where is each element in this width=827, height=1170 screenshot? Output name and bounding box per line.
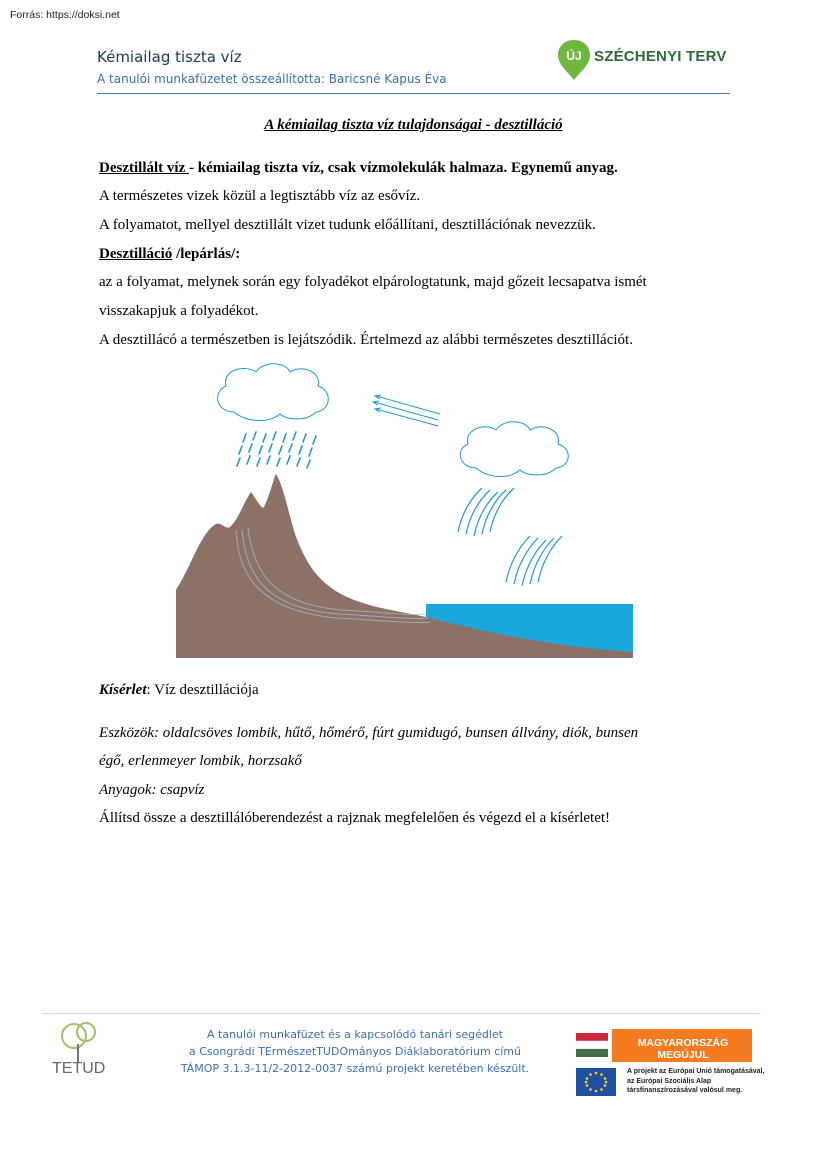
eu-flag-icon [576,1068,616,1096]
definition-text: - kémiailag tiszta víz, csak vízmolekulák halmaza. Egynemű anyag. [188,160,618,176]
evaporation-lower [506,536,562,586]
experiment-name: : Víz desztillációja [146,682,259,698]
footer-text [150,1026,560,1077]
paragraph-line-7: A desztillácó a természetben is lejátszódik. Értelmezd az alábbi természetes desztillációt. [99,332,633,348]
source-label: Forrás: https://doksi.net [10,9,120,21]
tools-line-1: Eszközök: oldalcsöves lombik, hűtő, hőmérő, fúrt gumidugó, bunsen állvány, diók, bunsen [99,725,639,741]
eu-line-3: társfinanszírozásával valósul meg. [627,1087,743,1094]
term-distilled-water: Desztillált víz [99,160,189,176]
eu-line-2: az Európai Szociális Alap [627,1077,712,1085]
paragraph-distillation [99,245,240,263]
footer-line-3: TÁMOP 3.1.3-11/2-2012-0037 számú projekt keretében készült. [180,1062,530,1075]
paragraph-line-5: az a folyamat, melynek során egy folyadékot elpárologtatunk, majd gőzeit lecsapatva ismét [99,274,647,290]
instruction-line: Állítsd össze a desztillálóberendezést a rajznak megfelelően és végezd el a kísérletet! [99,810,611,826]
magyarorszag-megujul-text: MAGYARORSZÁG MEGÚJUL [637,1037,729,1061]
tools-line-2: égő, erlenmeyer lombik, horzsakő [99,753,302,769]
paragraph-line-2: A természetes vizek közül a legtisztább víz az esővíz. [99,188,421,204]
tetudo-logo-text: TETUD [52,1060,106,1076]
evaporation-upper [458,488,514,536]
experiment-title [99,681,259,699]
term-distillation: Desztilláció [99,246,173,262]
header-divider [97,93,730,94]
logo-badge: ÚJ [566,49,582,63]
paragraph-line-3: A folyamatot, mellyel desztillált vizet tudunk előállítani, desztillációnak nevezzük. [99,217,596,233]
logo-text: SZÉCHENYI TERV [594,48,727,65]
experiment-label: Kísérlet [99,682,147,698]
materials-line: Anyagok: csapvíz [99,782,205,798]
eu-support-text [627,1067,767,1096]
header-subtitle: A tanulói munkafüzetet összeállította: Baricsné Kapus Éva [97,72,447,86]
footer-divider [42,1013,760,1014]
footer-line-1: A tanulói munkafüzet és a kapcsolódó tanári segédlet [207,1028,503,1041]
distillation-alias: /lepárlás/: [172,246,241,262]
wind-arrows [373,395,440,426]
water-cycle-illustration [176,362,633,658]
cloud-left [218,364,329,421]
paragraph-line-6: visszakapjuk a folyadékot. [99,303,259,319]
paragraph-definition [99,159,618,177]
tetudo-logo [50,1018,135,1076]
eu-line-1: A projekt az Európai Unió támogatásával, [627,1068,765,1075]
rain [237,432,316,468]
header-title: Kémiailag tiszta víz [97,48,242,66]
document-title: A kémiailag tiszta víz tulajdonságai - desztilláció [264,117,563,133]
footer-line-2: a Csongrádi TErmészetTUDOmányos Diáklaboratórium című [189,1045,521,1058]
cloud-right [460,422,568,477]
